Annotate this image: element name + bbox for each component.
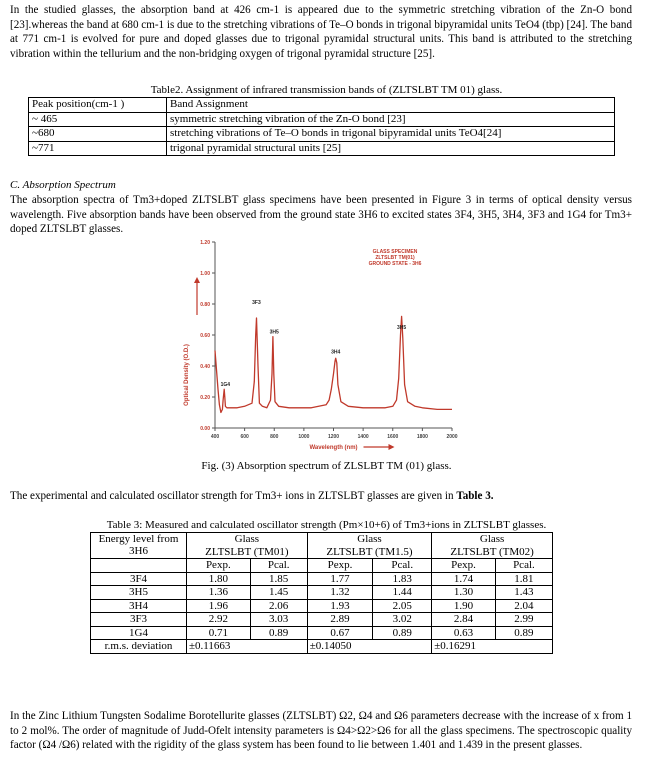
- corner-header-line1: Energy level from: [98, 533, 179, 545]
- pcal-header: Pcal.: [373, 559, 432, 573]
- x-tick-label: 1600: [387, 434, 399, 440]
- table-row: [29, 112, 615, 127]
- y-tick-label: 0.80: [200, 302, 210, 308]
- value-cell: 1.77: [307, 572, 373, 586]
- judd-ofelt-paragraph: In the Zinc Lithium Tungsten Sodalime Borotellurite glasses (ZLTSLBT) Ω2, Ω4 and Ω6 parameters decrease with the increase of x from 1 to 2 mol%. The order of magnitude of Judd-Ofelt intensity parameters is Ω4>Ω2>Ω6 for all the glass specimens. The spectroscopic quality factor (Ω4 /Ω6) related with the rigidity of the glass system has been found to lie between 1.401 and 1.439 in the present glasses.: [10, 710, 632, 752]
- value-cell: 1.96: [187, 599, 251, 613]
- table-cell: ~680: [29, 127, 167, 142]
- energy-level-cell: 3H4: [91, 599, 187, 613]
- corner-header: [91, 533, 187, 559]
- table-row: [91, 572, 553, 586]
- value-cell: 2.92: [187, 613, 251, 627]
- energy-level-cell: 3F4: [91, 572, 187, 586]
- table-cell: ~771: [29, 141, 167, 156]
- group-header: ZLTSLBT (TM01): [187, 546, 308, 559]
- peak-label: 1G4: [220, 382, 231, 389]
- value-cell: 2.89: [307, 613, 373, 627]
- value-cell: 1.45: [250, 586, 307, 600]
- value-cell: 2.04: [495, 599, 552, 613]
- figure-caption: Fig. (3) Absorption spectrum of ZLSLBT TM (01) glass.: [201, 460, 452, 472]
- rms-value: ±0.14050: [307, 640, 431, 654]
- table-row: [29, 141, 615, 156]
- table3-caption: Table 3: Measured and calculated oscillator strength (Pm×10+6) of Tm3+ions in ZLTSLBT glasses.: [106, 519, 547, 531]
- table-header-cell: Peak position(cm-1 ): [29, 98, 167, 113]
- table-header-cell: Band Assignment: [167, 98, 615, 113]
- table-cell: stretching vibrations of Te–O bonds in trigonal bipyramidal units TeO4[24]: [167, 127, 615, 142]
- value-cell: 3.02: [373, 613, 432, 627]
- y-tick-label: 1.00: [200, 271, 210, 277]
- rms-row: [91, 640, 553, 654]
- value-cell: 1.36: [187, 586, 251, 600]
- y-axis-arrow-icon: [194, 277, 200, 283]
- rms-value: ±0.16291: [432, 640, 553, 654]
- y-tick-label: 1.20: [200, 240, 210, 246]
- table-row: [29, 127, 615, 142]
- value-cell: 0.63: [432, 626, 496, 640]
- chart-svg: [170, 234, 470, 460]
- legend-text: ZLTSLBT TM(01): [375, 255, 415, 261]
- table-cell: ~ 465: [29, 112, 167, 127]
- table2-caption: Table2. Assignment of infrared transmission bands of (ZLTSLBT TM 01) glass.: [150, 84, 503, 96]
- energy-level-cell: 3F3: [91, 613, 187, 627]
- table-cell: symmetric stretching vibration of the Zn-O bond [23]: [167, 112, 615, 127]
- peak-label: 3H5: [397, 324, 407, 331]
- y-tick-label: 0.20: [200, 395, 210, 401]
- pexp-header: Pexp.: [187, 559, 251, 573]
- group-header: Glass: [307, 533, 431, 546]
- table-row: [91, 599, 553, 613]
- section-heading: C. Absorption Spectrum: [10, 179, 116, 191]
- legend-text: GLASS SPECIMEN: [372, 249, 418, 255]
- group-header: Glass: [432, 533, 553, 546]
- table-row: [91, 613, 553, 627]
- value-cell: 1.90: [432, 599, 496, 613]
- x-axis-arrow-icon: [389, 444, 395, 450]
- x-axis-label: Wavelength (nm): [309, 445, 358, 451]
- value-cell: 1.32: [307, 586, 373, 600]
- value-cell: 0.89: [250, 626, 307, 640]
- value-cell: 1.81: [495, 572, 552, 586]
- x-tick-label: 1800: [416, 434, 428, 440]
- y-tick-label: 0.60: [200, 333, 210, 339]
- oscillator-text: The experimental and calculated oscillator strength for Tm3+ ions in ZLTSLBT glasses are given in: [10, 490, 457, 502]
- peak-label: 3H4: [331, 349, 341, 356]
- absorption-chart: [170, 234, 470, 460]
- value-cell: 0.67: [307, 626, 373, 640]
- table-header-row: [91, 533, 553, 546]
- x-tick-label: 1000: [298, 434, 310, 440]
- value-cell: 0.89: [373, 626, 432, 640]
- value-cell: 1.44: [373, 586, 432, 600]
- value-cell: 1.43: [495, 586, 552, 600]
- y-tick-label: 0.00: [200, 426, 210, 432]
- legend-text: GROUND STATE - 3H6: [368, 261, 422, 267]
- value-cell: 1.85: [250, 572, 307, 586]
- pexp-header: Pexp.: [307, 559, 373, 573]
- y-axis-label: Optical Density (O.D.): [184, 344, 190, 406]
- group-header: ZLTSLBT (TM1.5): [307, 546, 431, 559]
- table-cell: trigonal pyramidal structural units [25]: [167, 141, 615, 156]
- pexp-header: Pexp.: [432, 559, 496, 573]
- y-tick-label: 0.40: [200, 364, 210, 370]
- group-header: ZLTSLBT (TM02): [432, 546, 553, 559]
- x-tick-label: 1400: [357, 434, 369, 440]
- x-tick-label: 600: [240, 434, 249, 440]
- x-tick-label: 800: [270, 434, 279, 440]
- table2: [28, 97, 615, 156]
- rms-value: ±0.11663: [187, 640, 308, 654]
- group-header: Glass: [187, 533, 308, 546]
- value-cell: 3.03: [250, 613, 307, 627]
- table-header-row: [29, 98, 615, 113]
- corner-header-line2: 3H6: [129, 545, 148, 557]
- value-cell: 1.83: [373, 572, 432, 586]
- table3: [90, 532, 553, 654]
- energy-level-cell: 3H5: [91, 586, 187, 600]
- oscillator-paragraph: [10, 489, 632, 504]
- rms-label: r.m.s. deviation: [91, 640, 187, 654]
- peak-label: 3F3: [252, 300, 261, 306]
- pcal-header: Pcal.: [495, 559, 552, 573]
- value-cell: 1.30: [432, 586, 496, 600]
- table-cell: [91, 559, 187, 573]
- table-reference: Table 3.: [456, 490, 494, 502]
- energy-level-cell: 1G4: [91, 626, 187, 640]
- absorption-paragraph: The absorption spectra of Tm3+doped ZLTSLBT glass specimens have been presented in Figure 3 in terms of optical density versus wavelength. Five absorption bands have been observed from the ground state 3H6 to excited states 3F4, 3H5, 3H4, 3F3 and 1G4 for Tm3+ doped ZLTSLBT glasses.: [10, 194, 632, 236]
- x-tick-label: 1200: [327, 434, 340, 440]
- pcal-header: Pcal.: [250, 559, 307, 573]
- value-cell: 2.06: [250, 599, 307, 613]
- value-cell: 0.89: [495, 626, 552, 640]
- x-tick-label: 400: [210, 434, 220, 440]
- value-cell: 2.05: [373, 599, 432, 613]
- x-tick-label: 2000: [446, 434, 458, 440]
- value-cell: 1.80: [187, 572, 251, 586]
- value-cell: 2.99: [495, 613, 552, 627]
- intro-paragraph: In the studied glasses, the absorption band at 426 cm-1 is appeared due to the symmetric stretching vibration of the Zn-O bond [23].whereas the band at 680 cm-1 is due to the stretching vibrations of Te–O bonds in trigonal bipyramidal units TeO4 (tbp) [24]. The band at 771 cm-1 is evolved for pure and doped glasses due to trigonal pyramidal structural units. This band is attributed to the stretching vibration within the tellurium and the non-bridging oxygen of trigonal pyramidal structure [25].: [10, 4, 632, 61]
- value-cell: 1.74: [432, 572, 496, 586]
- table-row: [91, 586, 553, 600]
- value-cell: 1.93: [307, 599, 373, 613]
- series-line: [215, 316, 452, 412]
- table-subheader-row: [91, 559, 553, 573]
- table-row: [91, 626, 553, 640]
- peak-label: 3H5: [269, 329, 279, 336]
- value-cell: 2.84: [432, 613, 496, 627]
- value-cell: 0.71: [187, 626, 251, 640]
